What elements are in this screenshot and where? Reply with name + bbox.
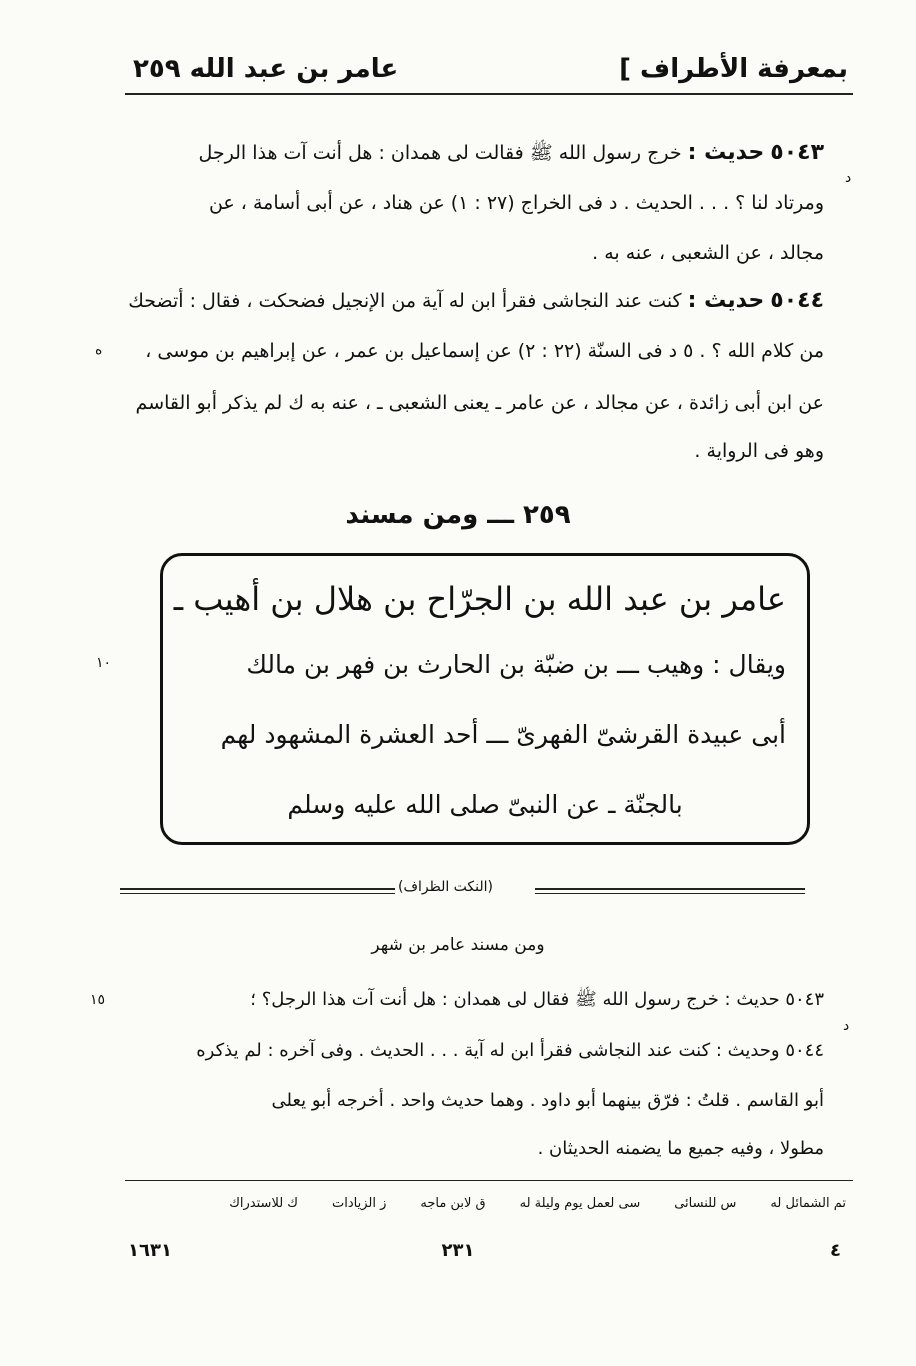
legend-rule (125, 1180, 853, 1181)
hadith-5044-line-2: من كلام الله ؟ . ٥ د فى السنّة (٢٢ : ٢) عن إسماعيل بن عمر ، عن إبراهيم بن موسى ، (145, 340, 824, 362)
footer-right: ٤ (830, 1240, 841, 1261)
hadith-5044-line-4: وهو فى الرواية . (694, 440, 824, 462)
line-number-10: ١٠ (96, 655, 112, 671)
nukat-line-1: ٥٠٤٣ حديث : خرج رسول الله ﷺ فقال لى همدان : هل أنت آت هذا الرجل؟ ؛ (250, 989, 824, 1010)
section-title: ٢٥٩ ـــ ومن مسند (345, 500, 571, 530)
nukat-line-2: ٥٠٤٤ وحديث : كنت عند النجاشى فقرأ ابن له آية . . . الحديث . وفى آخره : لم يذكره (196, 1040, 824, 1061)
nukat-rule-right (535, 888, 805, 890)
legend-item: ق لابن ماجه (420, 1196, 486, 1211)
nukat-subheading: ومن مسند عامر بن شهر (371, 935, 545, 955)
header-rule (125, 93, 853, 95)
hadith-5044-line-3: عن ابن أبى زائدة ، عن مجالد ، عن عامر ـ يعنى الشعبى ـ ، عنه به ك لم يذكر أبو القاسم (135, 392, 824, 414)
hadith-5043-line-2: ومرتاد لنا ؟ . . . الحديث . د فى الخراج (٢٧ : ١) عن هناد ، عن أبى أسامة ، عن (208, 192, 824, 214)
hadith-5043-line-3: مجالد ، عن الشعبى ، عنه به . (592, 242, 824, 264)
hadith-number: ٥٠٤٣ (770, 140, 824, 165)
running-head-right: بمعرفة الأطراف ] (619, 54, 848, 84)
footer-center: ٢٣١ (441, 1240, 475, 1261)
margin-note-h: ه (95, 342, 103, 358)
nukat-heading: (النكت الظراف) (398, 879, 493, 895)
musnad-line-4: بالجنّة ـ عن النبىّ صلى الله عليه وسلم (287, 790, 683, 819)
margin-note-d2: د (843, 1018, 850, 1034)
legend-item: ك للاستدراك (229, 1196, 299, 1211)
musnad-line-3: أبى عبيدة القرشىّ الفهرىّ ـــ أحد العشرة المشهود لهم (220, 720, 786, 749)
hadith-5044-line-1: ٥٠٤٤ حديث : كنت عند النجاشى فقرأ ابن له آية من الإنجيل فضحكت ، فقال : أتضحك (128, 288, 824, 313)
nukat-line-3: أبو القاسم . قلتُ : فرّق بينهما أبو داود . وهما حديث واحد . أخرجه أبو يعلى (271, 1090, 824, 1111)
musnad-line-1: عامر بن عبد الله بن الجرّاح بن هلال بن أهيب ـ (173, 580, 786, 618)
hadith-label: حديث : (687, 140, 765, 165)
margin-note-d: د (845, 170, 852, 186)
line-number-15: ١٥ (90, 992, 106, 1008)
legend-item: س للنسائى (674, 1196, 737, 1211)
footer-left: ١٦٣١ (128, 1240, 172, 1261)
nukat-line-4: مطولا ، وفيه جميع ما يضمنه الحديثان . (537, 1138, 824, 1159)
hadith-label: حديث : (687, 288, 765, 313)
nukat-rule-right-2 (535, 893, 805, 894)
running-head-left: عامر بن عبد الله ٢٥٩ (133, 54, 399, 84)
musnad-line-2: ويقال : وهيب ـــ بن ضبّة بن الحارث بن فهر بن مالك (246, 650, 786, 679)
legend-item: ز الزيادات (332, 1196, 387, 1211)
nukat-rule-left (120, 888, 395, 890)
legend-item: سى لعمل يوم وليلة له (519, 1196, 641, 1211)
nukat-rule-left-2 (120, 893, 395, 894)
legend-item: تم الشمائل له (770, 1196, 846, 1211)
hadith-5043-line-1: ٥٠٤٣ حديث : خرج رسول الله ﷺ فقالت لى همدان : هل أنت آت هذا الرجل (198, 140, 824, 165)
hadith-number: ٥٠٤٤ (770, 288, 824, 313)
legend-row (229, 1196, 846, 1211)
